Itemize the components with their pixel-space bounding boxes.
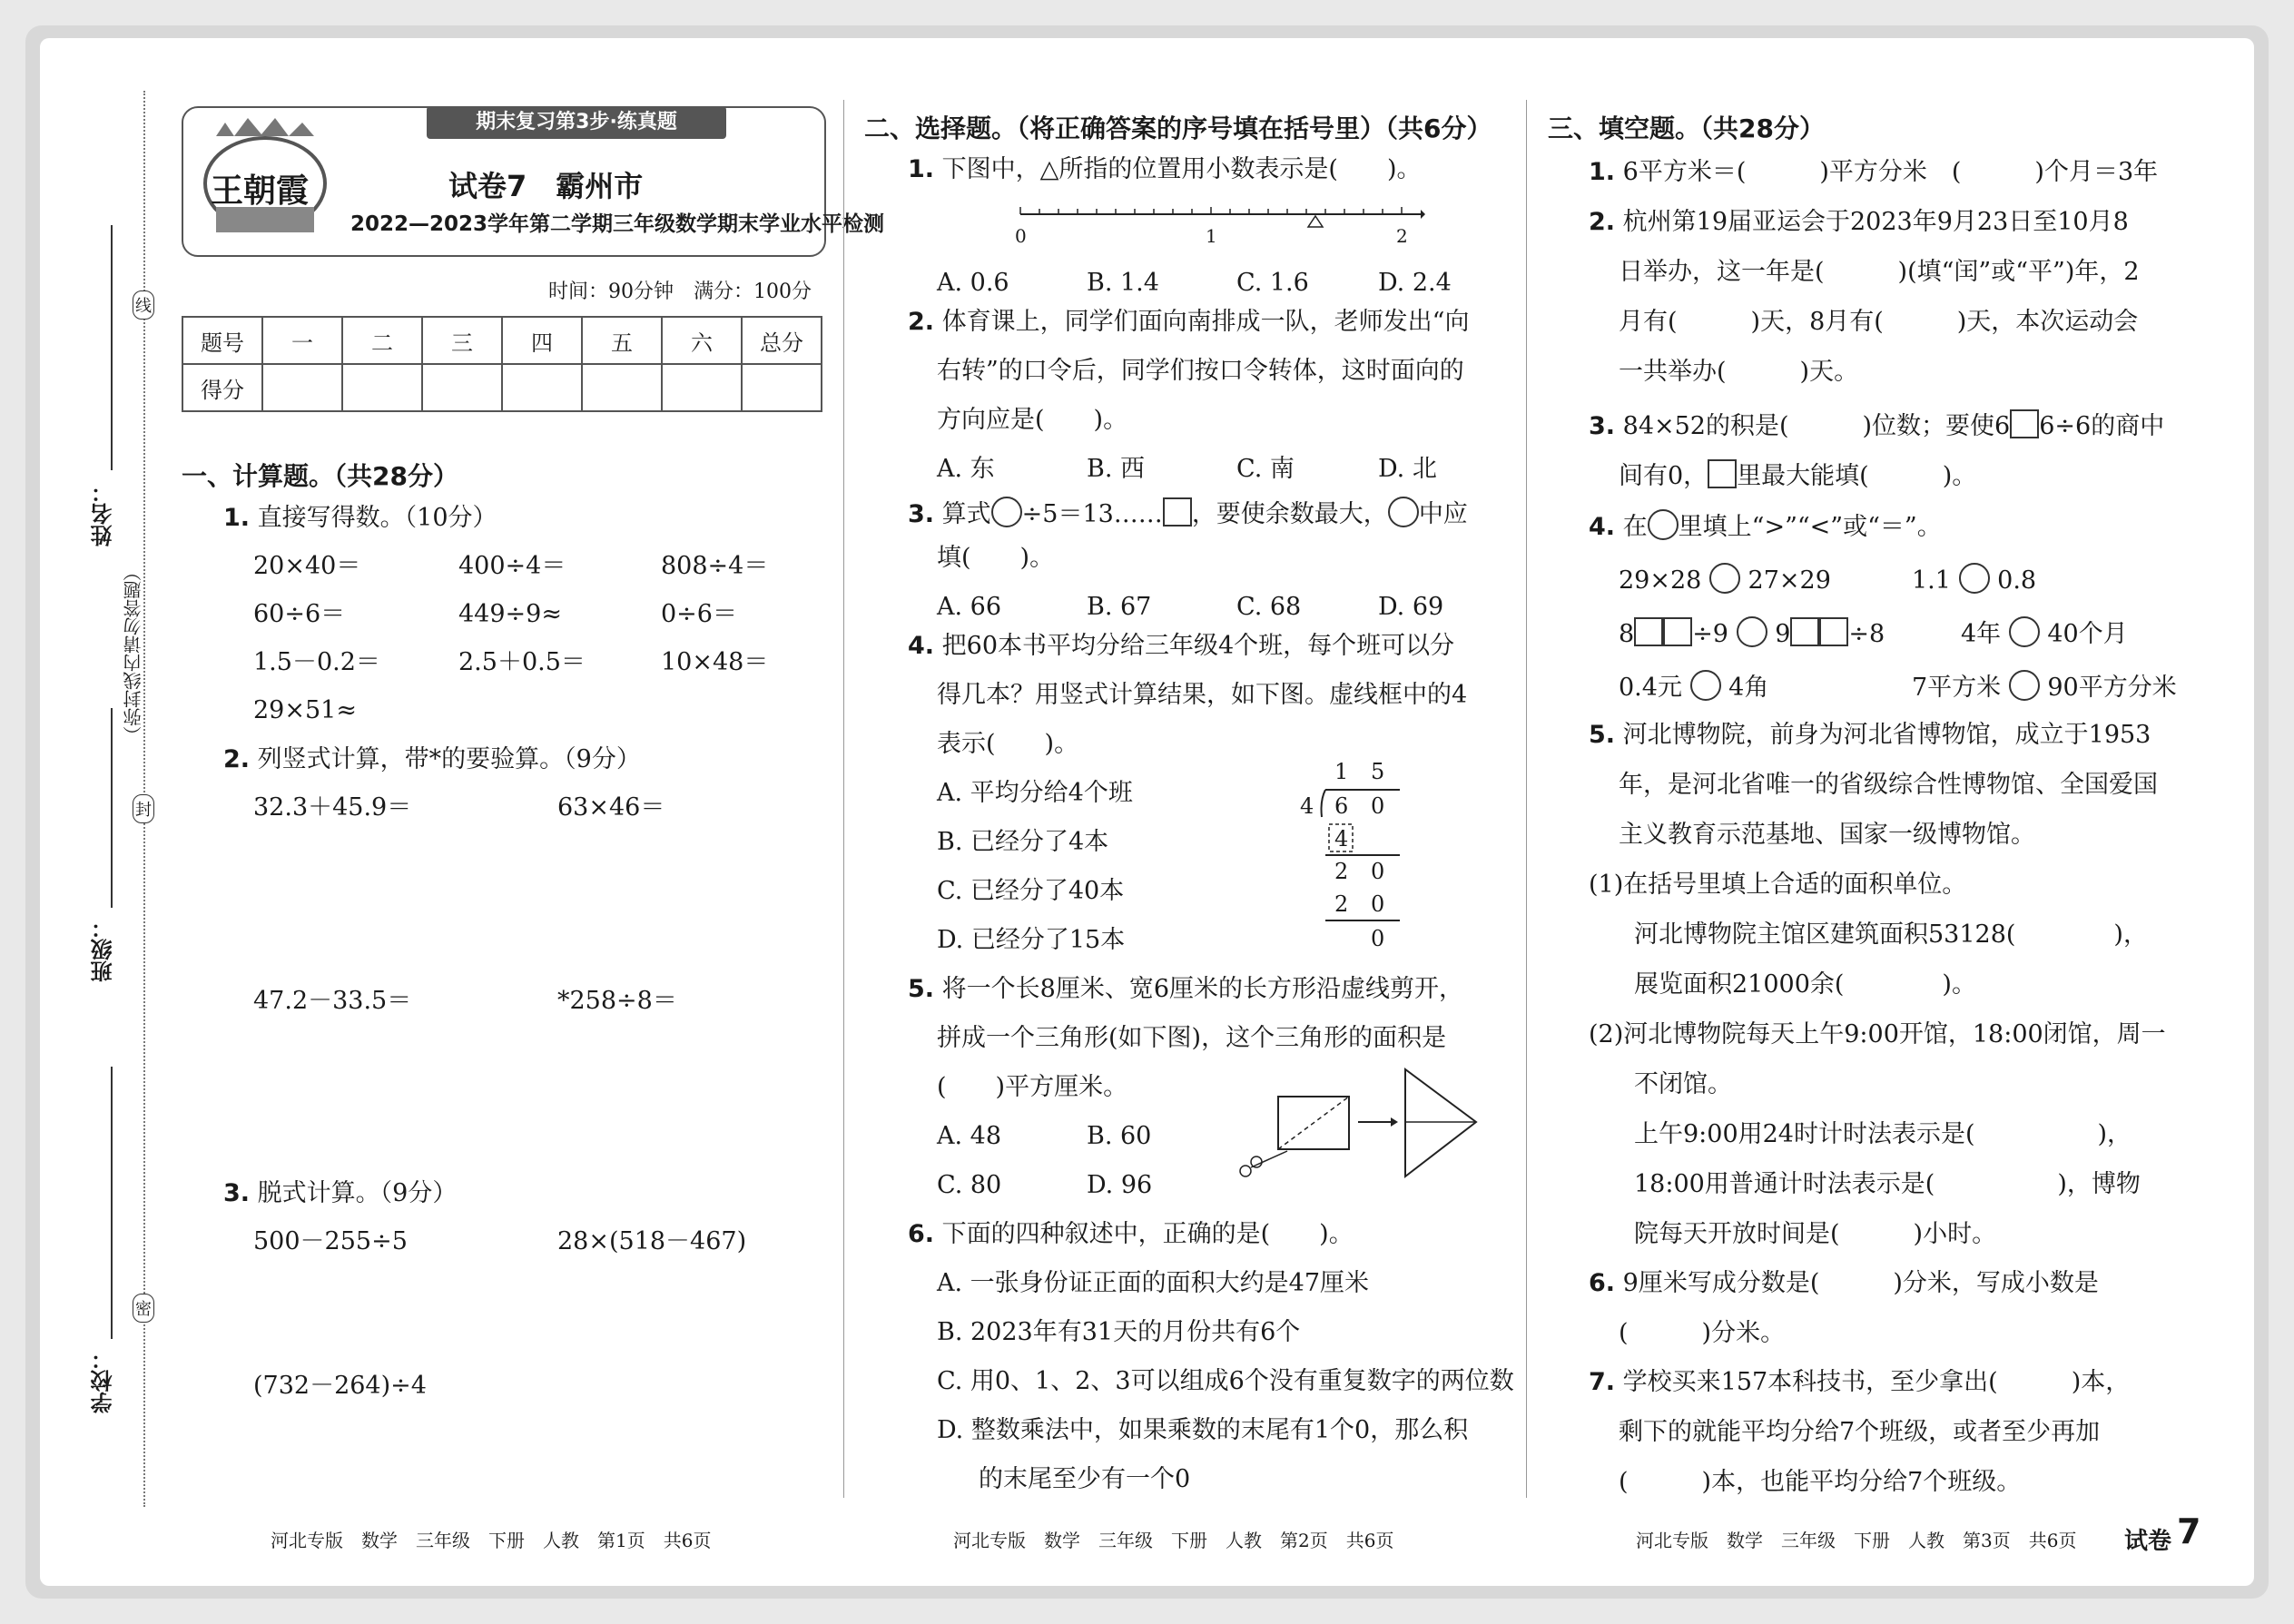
s2-q6 [908, 1222, 1354, 1246]
q-text: 年，是河北省唯一的省级综合性博物馆、全国爱国 [1619, 771, 2158, 799]
option-continued: 的末尾至少有一个0 [979, 1465, 1191, 1493]
sub-question: (1)在括号里填上合适的面积单位。 [1589, 871, 1967, 899]
q-text: 河北博物院，前身为河北省博物馆，成立于1953 [1622, 721, 2151, 749]
compare-term: 29×28 [1619, 566, 1702, 595]
q-text: 一共举办( )天。 [1619, 358, 1859, 386]
circle-blank [1388, 497, 1419, 527]
q-text: 院每天开放时间是( )小时。 [1634, 1220, 1997, 1248]
s2-q4 [908, 634, 1454, 658]
q-num: 6. [908, 1220, 935, 1248]
footer-page2: 河北专版 数学 三年级 下册 人教 第2页 共6页 [953, 1530, 1394, 1551]
calc-item: 0÷6＝ [661, 600, 737, 628]
q-text: 直接写得数。（10分） [257, 504, 497, 532]
number-line [1008, 202, 1425, 247]
compare-row-1b [1912, 563, 2036, 594]
option[interactable]: A. 东 [937, 455, 995, 483]
name-label: 姓名： [91, 481, 116, 546]
compare-row-2b [1961, 616, 2128, 647]
compare-term: 9 [1775, 620, 1791, 648]
score-head-cell: 题号 [182, 317, 262, 364]
compare-circle[interactable] [1959, 563, 1990, 594]
footer-page1: 河北专版 数学 三年级 下册 人教 第1页 共6页 [271, 1530, 712, 1551]
q-num: 2. [223, 745, 251, 773]
calc-item: 60÷6＝ [253, 600, 346, 628]
dividend-digit: 6 [1334, 793, 1349, 819]
binding-note: （弥封线内请勿答题） [123, 563, 144, 744]
option[interactable]: A. 平均分给4个班 [937, 779, 1133, 807]
step-digit-boxed: 4 [1334, 826, 1349, 851]
s3-q4 [1589, 509, 1942, 540]
option[interactable]: B. 西 [1087, 455, 1146, 483]
score-head-cell: 一 [262, 317, 342, 364]
dividend-digit: 0 [1371, 793, 1385, 819]
ruler-label: 2 [1396, 225, 1408, 247]
compare-term: 8 [1619, 620, 1635, 648]
q-num: 7. [1589, 1368, 1616, 1396]
long-division-figure [1289, 753, 1407, 958]
calc-item: 400÷4＝ [458, 552, 566, 580]
ruler-label: 0 [1015, 225, 1027, 247]
q-text: 把60本书平均分给三年级4个班，每个班可以分 [941, 632, 1455, 660]
square-blank [1819, 617, 1848, 646]
square-blank [1163, 497, 1192, 527]
q-text: 6平方米＝( )平方分米 ( )个月＝3年 [1622, 158, 2159, 186]
footer-exam-label: 试卷 [2124, 1528, 2172, 1555]
q-text: 表示( )。 [937, 730, 1079, 758]
option[interactable]: C. 用0、1、2、3可以组成6个没有重复数字的两位数 [937, 1367, 1514, 1395]
publisher-logo [198, 118, 332, 241]
score-head-cell: 四 [502, 317, 582, 364]
calc-item: 10×48＝ [661, 648, 769, 676]
score-head-cell: 六 [662, 317, 742, 364]
score-input-cell[interactable] [342, 364, 422, 411]
vertical-calc-item: 32.3＋45.9＝ [253, 793, 412, 822]
q-text: 9厘米写成分数是( )分米，写成小数是 [1622, 1269, 2099, 1297]
section2-title: 二、选择题。（将正确答案的序号填在括号里）（共6分） [864, 113, 1492, 143]
s3-q5 [1589, 723, 2151, 747]
compare-row-1 [1619, 563, 1831, 594]
compare-term: 40个月 [2047, 620, 2128, 648]
step-digit: 0 [1371, 891, 1385, 917]
q-text: 6÷6的商中 [2039, 412, 2165, 440]
square-blank [1708, 459, 1737, 488]
q-text: 主义教育示范基地、国家一级博物馆。 [1619, 821, 2035, 849]
square-blank[interactable] [2010, 409, 2039, 438]
exam-title: 试卷7 霸州市 [448, 169, 644, 203]
s3-q6 [1589, 1271, 2099, 1295]
option[interactable]: D. 96 [1087, 1171, 1153, 1199]
s2-q1 [908, 157, 1421, 182]
binding-mark-xian: 线 [133, 290, 154, 320]
q-text: 算式 [941, 500, 991, 528]
rectangle-cut-figure [1235, 1064, 1489, 1191]
compare-term: 1.1 [1912, 566, 1951, 595]
q-text: 杭州第19届亚运会于2023年9月23日至10月8 [1622, 208, 2129, 236]
q-text: ( )平方厘米。 [937, 1073, 1128, 1101]
exam-subtitle: 2022—2023学年第二学期三年级数学期末学业水平检测 [350, 212, 885, 236]
option[interactable]: D. 北 [1378, 455, 1437, 483]
compare-circle[interactable] [2009, 670, 2040, 701]
step-digit: 2 [1334, 859, 1349, 884]
square-blank [1634, 617, 1663, 646]
score-input-cell[interactable] [662, 364, 742, 411]
option[interactable]: B. 2023年有31天的月份共有6个 [937, 1318, 1301, 1346]
s3-q3 [1589, 409, 2164, 438]
q-text: ，要使余数最大， [1191, 500, 1388, 528]
q-text: 里最大能填( )。 [1737, 462, 1977, 490]
column-divider [843, 100, 844, 1498]
q-num: 5. [1589, 721, 1616, 749]
q-text: 得几本？用竖式计算结果，如下图。虚线框中的4 [937, 681, 1468, 709]
q-text: 方向应是( )。 [937, 406, 1128, 434]
s1-q1 [223, 506, 497, 530]
q-text: 展览面积21000余( )。 [1634, 970, 1976, 999]
option[interactable]: A. 48 [937, 1122, 1002, 1150]
score-head-cell: 二 [342, 317, 422, 364]
q-text: 里填上“>”“<”或“＝”。 [1678, 513, 1942, 541]
score-head-cell: 三 [422, 317, 502, 364]
q-text: 中应 [1418, 500, 1468, 528]
remainder: 0 [1371, 926, 1385, 951]
q-num: 3. [908, 500, 935, 528]
q-text: 拼成一个三角形(如下图)，这个三角形的面积是 [937, 1024, 1447, 1052]
stepwise-item: (732－264)÷4 [253, 1372, 427, 1400]
score-table [182, 316, 822, 412]
q-text: ( )分米。 [1619, 1319, 1786, 1347]
score-input-cell[interactable] [582, 364, 662, 411]
q-num: 1. [223, 504, 251, 532]
q-num: 2. [1589, 208, 1616, 236]
q-text: 列竖式计算，带*的要验算。（9分） [257, 745, 641, 773]
option[interactable]: B. 67 [1087, 593, 1152, 621]
q-text: 学校买来157本科技书，至少拿出( )本， [1622, 1368, 2131, 1396]
q-num: 5. [908, 975, 935, 1003]
circle-blank [1648, 509, 1679, 540]
school-field[interactable] [111, 1067, 113, 1339]
vertical-calc-item: 47.2－33.5＝ [253, 987, 412, 1015]
compare-row-2 [1619, 616, 1885, 647]
s3-q2 [1589, 210, 2129, 234]
compare-row-3b [1912, 670, 2177, 701]
school-label: 学校： [91, 1348, 116, 1413]
s2-q5 [908, 977, 1463, 1001]
q-text: 日举办，这一年是( )(填“闰”或“平”)年，2 [1619, 258, 2140, 286]
compare-row-3 [1619, 670, 1768, 701]
q-text: 填( )。 [937, 544, 1055, 572]
option[interactable]: D. 69 [1378, 593, 1444, 621]
calc-item: 808÷4＝ [661, 552, 769, 580]
compare-term: 7平方米 [1912, 674, 2002, 702]
score-value-row [182, 364, 822, 411]
vertical-calc-item: 63×46＝ [557, 793, 665, 822]
option[interactable]: C. 80 [937, 1171, 1002, 1199]
header-ribbon [427, 106, 726, 139]
name-field[interactable] [111, 225, 113, 470]
compare-term: 27×29 [1748, 566, 1831, 595]
s3-q7 [1589, 1370, 2130, 1394]
ribbon-text: 期末复习第3步·练真题 [476, 111, 677, 133]
step-digit: 0 [1371, 859, 1385, 884]
square-blank [1790, 617, 1819, 646]
q-text: 体育课上，同学们面向南排成一队，老师发出“向 [941, 308, 1470, 336]
compare-term: 90平方分米 [2047, 674, 2177, 702]
option[interactable]: D. 2.4 [1378, 269, 1452, 297]
score-header-row [182, 317, 822, 364]
s3-q3-line2 [1619, 459, 1976, 488]
option[interactable]: C. 68 [1236, 593, 1302, 621]
q-num: 3. [1589, 412, 1616, 440]
compare-term: ÷9 [1692, 620, 1728, 648]
circle-blank [991, 497, 1022, 527]
binding-mark-mi: 密 [133, 1294, 154, 1323]
s2-q2 [908, 310, 1469, 334]
square-blank [1663, 617, 1692, 646]
section3-title: 三、填空题。（共28分） [1548, 113, 1825, 143]
s3-q1 [1589, 160, 2158, 184]
ruler-label: 1 [1206, 225, 1217, 247]
option[interactable]: B. 60 [1087, 1122, 1152, 1150]
q-num: 1. [908, 155, 935, 183]
calc-item: 1.5－0.2＝ [253, 648, 380, 676]
calc-item: 449÷9≈ [458, 600, 562, 628]
stepwise-item: 500－255÷5 [253, 1227, 408, 1255]
q-text: 在 [1622, 513, 1648, 541]
class-label: 班级： [91, 917, 116, 982]
q-num: 1. [1589, 158, 1616, 186]
compare-circle[interactable] [1690, 670, 1721, 701]
q-text: 下面的四种叙述中，正确的是( )。 [941, 1220, 1354, 1248]
q-text: 84×52的积是( )位数；要使6 [1622, 412, 2011, 440]
footer-exam-number: 7 [2177, 1511, 2201, 1551]
logo-brand: 王朝霞 [211, 172, 310, 210]
option[interactable]: D. 已经分了15本 [937, 926, 1126, 954]
score-head-cell: 五 [582, 317, 662, 364]
score-input-cell[interactable] [262, 364, 342, 411]
compare-circle[interactable] [1709, 563, 1740, 594]
s1-q2 [223, 747, 641, 772]
q-text: ( )本，也能平均分给7个班级。 [1619, 1468, 2022, 1496]
compare-circle[interactable] [1737, 616, 1767, 647]
quotient-digit: 5 [1371, 759, 1385, 784]
stepwise-item: 28×(518－467) [557, 1227, 747, 1255]
option[interactable]: D. 整数乘法中，如果乘数的末尾有1个0，那么积 [937, 1416, 1469, 1444]
column-divider [1526, 100, 1527, 1498]
step-digit: 2 [1334, 891, 1349, 917]
compare-term: 0.8 [1997, 566, 2037, 595]
quotient-digit: 1 [1334, 759, 1349, 784]
s1-q3 [223, 1181, 457, 1206]
option[interactable]: B. 已经分了4本 [937, 828, 1109, 856]
vertical-calc-item: *258÷8＝ [557, 987, 677, 1015]
option[interactable]: B. 1.4 [1087, 269, 1159, 297]
q-text: 上午9:00用24时计时法表示是( )， [1634, 1120, 2132, 1148]
q-text: 间有0， [1619, 462, 1708, 490]
s2-q3 [908, 497, 1468, 527]
q-text: 将一个长8厘米、宽6厘米的长方形沿虚线剪开， [941, 975, 1463, 1003]
sub-question: (2)河北博物院每天上午9:00开馆，18:00闭馆，周一 [1589, 1020, 2166, 1048]
binding-mark-feng: 封 [133, 794, 154, 823]
option[interactable]: A. 一张身份证正面的面积大约是47厘米 [937, 1269, 1370, 1297]
class-field[interactable] [111, 708, 113, 908]
q-text: 脱式计算。（9分） [257, 1179, 458, 1207]
q-num: 2. [908, 308, 935, 336]
exam-meta: 时间：90分钟 满分：100分 [548, 281, 812, 303]
q-text: 月有( )天，8月有( )天，本次运动会 [1619, 308, 2139, 336]
compare-term: 4角 [1728, 674, 1769, 702]
q-num: 4. [908, 632, 935, 660]
calc-item: 20×40＝ [253, 552, 361, 580]
compare-term: 4年 [1961, 620, 2002, 648]
footer-page3: 河北专版 数学 三年级 下册 人教 第3页 共6页 [1636, 1530, 2077, 1551]
compare-term: 0.4元 [1619, 674, 1682, 702]
compare-term: ÷8 [1848, 620, 1885, 648]
q-text: 河北博物院主馆区建筑面积53128( )， [1634, 920, 2148, 949]
option[interactable]: A. 0.6 [937, 269, 1009, 297]
q-text: 右转”的口令后，同学们按口令转体，这时面向的 [937, 357, 1464, 385]
calc-item: 29×51≈ [253, 696, 357, 724]
q-text: 不闭馆。 [1634, 1070, 1732, 1098]
compare-circle[interactable] [2009, 616, 2040, 647]
q-text: ÷5＝13…… [1021, 500, 1163, 528]
score-head-cell: 总分 [742, 317, 822, 364]
option[interactable]: C. 已经分了40本 [937, 877, 1125, 905]
score-input-cell[interactable] [422, 364, 502, 411]
q-text: 剩下的就能平均分给7个班级，或者至少再加 [1619, 1418, 2101, 1446]
option[interactable]: A. 66 [937, 593, 1002, 621]
score-input-cell[interactable] [502, 364, 582, 411]
q-text: 18:00用普通计时法表示是( )，博物 [1634, 1170, 2141, 1198]
q-num: 6. [1589, 1269, 1616, 1297]
q-num: 3. [223, 1179, 251, 1207]
section1-title: 一、计算题。（共28分） [182, 461, 458, 491]
option[interactable]: C. 1.6 [1236, 269, 1309, 297]
score-label-cell: 得分 [182, 364, 262, 411]
divisor: 4 [1300, 793, 1314, 819]
calc-item: 2.5＋0.5＝ [458, 648, 586, 676]
score-input-cell[interactable] [742, 364, 822, 411]
option[interactable]: C. 南 [1236, 455, 1295, 483]
q-num: 4. [1589, 513, 1616, 541]
q-text: 下图中，△所指的位置用小数表示是( )。 [941, 155, 1422, 183]
